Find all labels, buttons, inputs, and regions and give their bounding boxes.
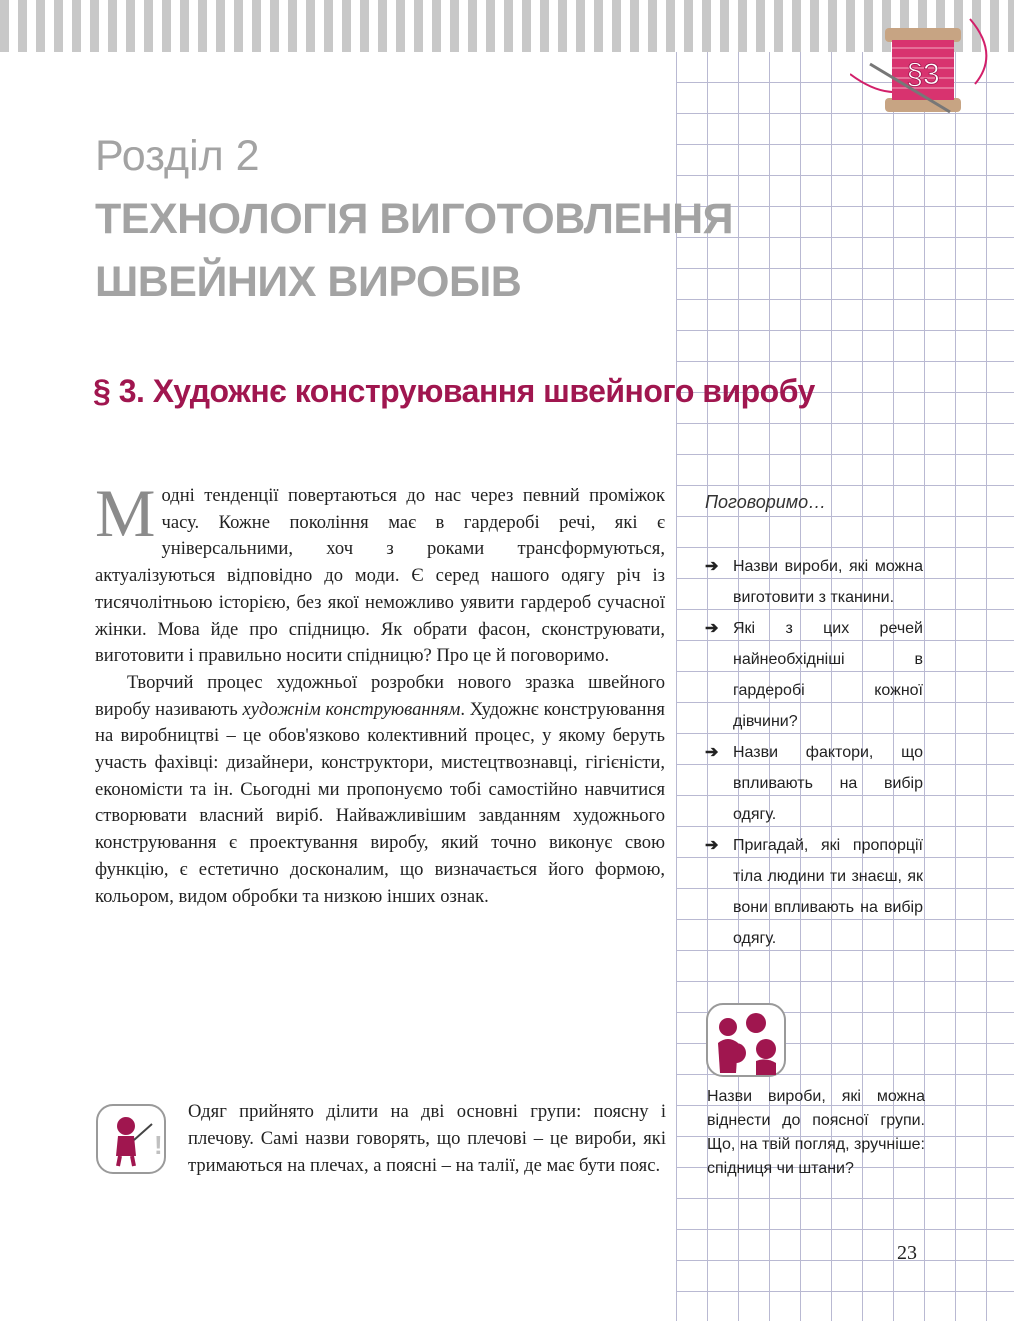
- paragraph-definition: Творчий процес художньої розробки нового зразка швейного виробу називають художнім конструюванням. Художнє конструювання на виробництві – це обов'язково колективний процес, у якому беруть участь фахівці: дизайнери, конструктори, мистецтвознавці, гігієністи, економісти та ін. Сьогодні ми пропонуємо тобі самостійно навчитися створювати власний виріб. Найважливішим завданням художнього конструювання є проектування виробу, який точно виконує свою функцію, є естетично досконалим, що визначається його формою, кольором, видом обробки та низкою інших ознак.: [95, 671, 665, 907]
- main-text: [95, 475, 665, 910]
- list-item: ➔ Назви вироби, які можна виготовити з тканини.: [705, 551, 923, 613]
- thread-spool-icon: [850, 14, 1000, 124]
- dropcap-letter: М: [95, 475, 156, 551]
- note-text: Одяг прийнято ділити на дві основні групи: поясну і плечову. Самі назви говорять, що плечові – це вироби, які тримаються на плечах, а поясні – на талії, де має бути пояс.: [188, 1101, 666, 1176]
- badge-label: §3: [906, 58, 940, 91]
- list-item: ➔ Які з цих речей найнеобхідніші в гардеробі кожної дівчини?: [705, 613, 923, 737]
- arrow-icon: ➔: [705, 620, 719, 637]
- page-number: 23: [897, 1242, 917, 1264]
- question-list: [705, 551, 923, 954]
- list-item: ➔ Назви фактори, що впливають на вибір одягу.: [705, 737, 923, 830]
- list-item: ➔ Пригадай, які пропорції тіла людини ти знаєш, як вони впливають на вибір одягу.: [705, 830, 923, 954]
- task-text: Назви вироби, які можна віднести до поясної групи. Що, на твій погляд, зручніше: спідниця чи штани?: [707, 1088, 925, 1177]
- arrow-icon: ➔: [705, 837, 719, 854]
- paragraph-intro: Модні тенденції повертаються до нас через певний проміжок часу. Кожне покоління має в гардеробі речі, які є універсальними, хоч з роками трансформуються, актуалізуються відповідно до моди. Є серед нашого одягу річ із тисячолітньою історією, без якої неможливо уявити гардероб сучасної жінки. Мова йде про спідницю. Як обрати фасон, сконструювати, виготовити і правильно носити спідницю? Про це й поговоримо.: [95, 475, 665, 667]
- arrow-icon: ➔: [705, 558, 719, 575]
- paragraph-title: § 3. Художнє конструювання швейного виробу: [93, 373, 815, 409]
- section-label: Розділ 2: [95, 132, 260, 180]
- svg-text:!: !: [154, 1130, 163, 1160]
- elf-pointer-icon: [96, 1104, 166, 1174]
- talk-title: Поговоримо…: [705, 492, 827, 512]
- group-children-icon: [706, 1003, 786, 1077]
- arrow-icon: ➔: [705, 744, 719, 761]
- term-highlight: художнім конструюванням: [242, 698, 461, 720]
- section-title: ТЕХНОЛОГІЯ ВИГОТОВЛЕННЯ ШВЕЙНИХ ВИРОБІВ: [95, 195, 734, 306]
